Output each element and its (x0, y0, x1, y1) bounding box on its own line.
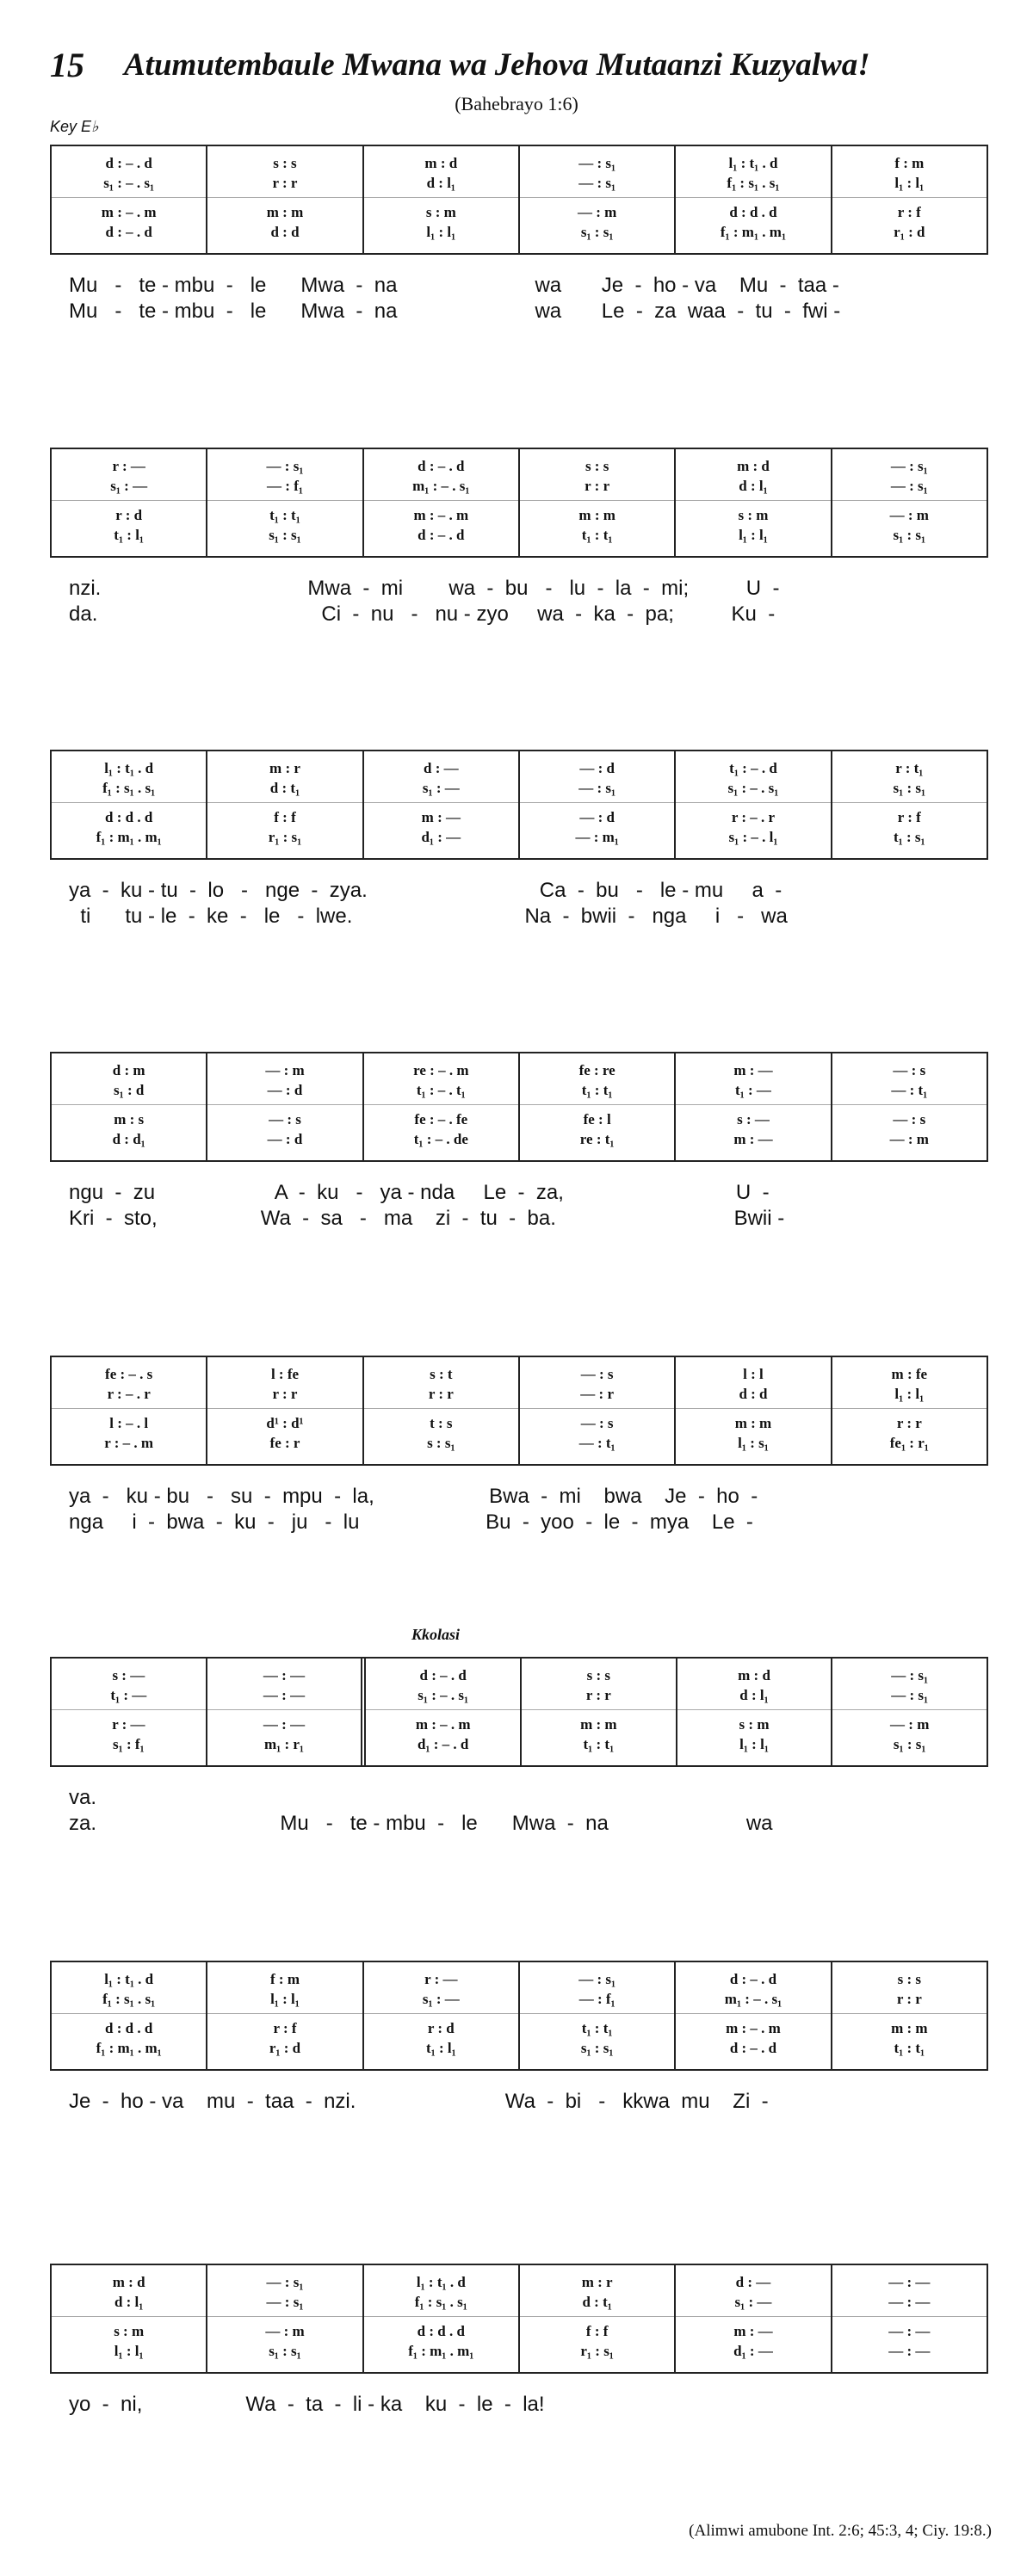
voice-notes: — : s₁ (578, 1971, 616, 1987)
voice-notes: — : d (579, 809, 615, 825)
voice-notes: d : d (270, 224, 300, 240)
key-signature: Key E♭ (50, 118, 99, 135)
voice-notes: f₁ : m₁ . m₁ (720, 224, 787, 240)
footer-references: (Alimwi amubone Int. 2:6; 45:3, 4; Ciy. 19:8.) (689, 2522, 992, 2540)
staff-system (50, 1626, 988, 1835)
lyric-line: Kri - sto, Wa - sa - ma zi - tu - ba. Bwii - (69, 1207, 785, 1230)
measure (206, 1357, 362, 1464)
voice-notes: — : s₁ (890, 478, 928, 494)
voice-notes: — : — (263, 1667, 306, 1683)
voice-notes: m : r (269, 760, 300, 776)
voice-notes: t₁ : l₁ (114, 527, 145, 543)
voice-notes: l : l (743, 1366, 764, 1382)
voice-notes: d : l₁ (114, 2294, 144, 2310)
voice-notes: — : s₁ (891, 1667, 929, 1683)
measure (52, 1962, 206, 2069)
lyric-line: Mu - te - mbu - le Mwa - na wa Le - za waa - tu - fwi - (69, 300, 841, 323)
voice-notes: r : — (112, 458, 145, 474)
voice-notes: t₁ : l₁ (425, 2040, 456, 2056)
voice-notes: — : m (265, 2323, 305, 2339)
voice-notes: f : m (894, 155, 925, 171)
voice-notes: l₁ : l₁ (426, 224, 456, 240)
voice-notes: m : m (580, 1716, 617, 1733)
voice-notes: d : — (735, 2274, 771, 2290)
voice-notes: — : — (888, 2323, 931, 2339)
measure (52, 1659, 206, 1765)
staff-system (50, 1052, 988, 1230)
measure (674, 1357, 830, 1464)
voice-notes: t₁ : – . de (413, 1131, 468, 1147)
voice-notes: d : l₁ (426, 175, 456, 191)
voice-notes: s₁ : f₁ (113, 1736, 145, 1752)
lyric-line: ti tu - le - ke - le - lwe. Na - bwii - nga i - wa (69, 905, 788, 928)
voice-notes: s₁ : d (114, 1082, 145, 1098)
voice-notes: fe : – . s (105, 1366, 153, 1382)
voice-notes: m : — (421, 809, 461, 825)
staff-system (50, 448, 988, 626)
voice-notes: d : d . d (105, 809, 153, 825)
voice-notes: fe : r (269, 1435, 300, 1451)
voice-notes: r : — (112, 1716, 145, 1733)
measure (676, 1659, 832, 1765)
voice-notes: — : s (580, 1415, 614, 1431)
voice-notes: — : f₁ (267, 478, 303, 494)
voice-notes: s : s (585, 458, 609, 474)
measure (831, 751, 987, 858)
measure (674, 146, 830, 253)
voice-notes: — : — (888, 2343, 931, 2359)
voice-notes: l₁ : l₁ (739, 1736, 769, 1752)
voice-notes: d₁ : — (733, 2343, 773, 2359)
measure (518, 449, 674, 556)
lyric-line: yo - ni, Wa - ta - li - ka ku - le - la! (69, 2393, 545, 2416)
voice-notes: fe : re (578, 1062, 615, 1078)
voice-notes: r : – . r (107, 1386, 151, 1402)
voice-notes: l₁ : l₁ (739, 527, 768, 543)
voice-notes: s₁ : — (734, 2294, 772, 2310)
voice-notes: re : – . m (413, 1062, 469, 1078)
voice-notes: d : — (424, 760, 459, 776)
voice-notes: r : f (897, 204, 921, 220)
measure (362, 1053, 518, 1160)
measure (206, 1962, 362, 2069)
measure (831, 1357, 987, 1464)
voice-notes: re : t₁ (579, 1131, 615, 1147)
voice-notes: t₁ : t₁ (583, 1736, 615, 1752)
song-subtitle: (Bahebrayo 1:6) (455, 93, 578, 114)
staff-system (50, 1356, 988, 1534)
voice-notes: t : s (430, 1415, 453, 1431)
voice-notes: d : – . d (105, 155, 152, 171)
voice-notes: t₁ : t₁ (269, 507, 300, 523)
voice-notes: m : m (734, 1415, 772, 1431)
voice-notes: l₁ : l₁ (114, 2343, 144, 2359)
voice-notes: s₁ : s₁ (580, 2040, 614, 2056)
voice-notes: r₁ : d (269, 2040, 301, 2056)
measure (206, 449, 362, 556)
voice-notes: t₁ : — (110, 1687, 147, 1703)
measure (362, 1357, 518, 1464)
measure (52, 449, 206, 556)
measure (674, 751, 830, 858)
measure (831, 449, 987, 556)
voice-notes: s₁ : s₁ (893, 780, 926, 796)
voice-notes: t₁ : s₁ (893, 829, 925, 845)
voice-notes: t₁ : t₁ (581, 2020, 613, 2036)
lyric-line: ya - ku - tu - lo - nge - zya. Ca - bu - le - mu a - (69, 879, 782, 902)
staff (50, 1052, 988, 1162)
voice-notes: fe₁ : r₁ (889, 1435, 929, 1451)
measure (518, 1357, 674, 1464)
voice-notes: f : f (274, 809, 296, 825)
voice-notes: — : — (888, 2274, 931, 2290)
lyric-line: Mu - te - mbu - le Mwa - na wa Je - ho - va Mu - taa - (69, 274, 839, 297)
voice-notes: s₁ : — (110, 478, 148, 494)
voice-notes: r : r (585, 1687, 611, 1703)
voice-notes: s₁ : s₁ (893, 1736, 926, 1752)
voice-notes: — : d (267, 1082, 303, 1098)
voice-notes: m : d (112, 2274, 145, 2290)
measure (362, 2265, 518, 2372)
voice-notes: m : m (891, 2020, 928, 2036)
voice-notes: l₁ : s₁ (738, 1435, 769, 1451)
voice-notes: — : t₁ (891, 1082, 928, 1098)
voice-notes: s : s (897, 1971, 921, 1987)
voice-notes: l : fe (270, 1366, 300, 1382)
measure (674, 1962, 830, 2069)
measure (518, 2265, 674, 2372)
voice-notes: l₁ : t₁ . d (416, 2274, 466, 2290)
measure (674, 1053, 830, 1160)
voice-notes: d : d . d (105, 2020, 153, 2036)
voice-notes: m : d (424, 155, 458, 171)
voice-notes: — : s₁ (578, 780, 616, 796)
lyric-line: nga i - bwa - ku - ju - lu Bu - yoo - le - mya Le - (69, 1510, 753, 1534)
voice-notes: f₁ : s₁ . s₁ (414, 2294, 467, 2310)
voice-notes: f₁ : s₁ . s₁ (102, 1991, 156, 2007)
voice-notes: — : r (580, 1386, 614, 1402)
voice-notes: s₁ : s₁ (269, 2343, 301, 2359)
voice-notes: — : s₁ (266, 458, 304, 474)
voice-notes: m : – . m (415, 1716, 471, 1733)
voice-notes: s₁ : s₁ (269, 527, 301, 543)
voice-notes: t₁ : t₁ (894, 2040, 925, 2056)
voice-notes: s₁ : s₁ (580, 224, 614, 240)
measure (362, 146, 518, 253)
song-title: Atumutembaule Mwana wa Jehova Mutaanzi Kuzyalwa! (124, 47, 870, 83)
voice-notes: s₁ : – . s₁ (727, 780, 779, 796)
voice-notes: d : d . d (417, 2323, 465, 2339)
measure (206, 1053, 362, 1160)
voice-notes: s : — (112, 1667, 145, 1683)
voice-notes: m : – . m (413, 507, 469, 523)
voice-notes: d : – . d (419, 1667, 467, 1683)
voice-notes: f₁ : s₁ . s₁ (727, 175, 780, 191)
voice-notes: — : m (889, 507, 929, 523)
voice-notes: — : s (893, 1111, 926, 1127)
voice-notes: — : — (263, 1687, 306, 1703)
voice-notes: d : l₁ (739, 1687, 769, 1703)
measure (674, 449, 830, 556)
measure (52, 1053, 206, 1160)
voice-notes: r : r (585, 478, 610, 494)
voice-notes: m : — (733, 1131, 773, 1147)
voice-notes: s₁ : — (422, 780, 460, 796)
voice-notes: f : f (585, 2323, 609, 2339)
voice-notes: m : m (578, 507, 615, 523)
staff (50, 448, 988, 558)
measure (518, 1962, 674, 2069)
voice-notes: s : s (273, 155, 297, 171)
measure (52, 1357, 206, 1464)
lyric-line: Je - ho - va mu - taa - nzi. Wa - bi - kkwa mu Zi - (69, 2090, 769, 2113)
voice-notes: d : – . d (729, 1971, 777, 1987)
song-number: 15 (50, 46, 84, 84)
measure (362, 449, 518, 556)
voice-notes: — : s₁ (891, 1687, 929, 1703)
voice-notes: l₁ : l₁ (270, 1991, 300, 2007)
voice-notes: l₁ : l₁ (894, 175, 925, 191)
measure (518, 751, 674, 858)
voice-notes: m₁ : r₁ (263, 1736, 305, 1752)
voice-notes: s₁ : – . l₁ (728, 829, 778, 845)
voice-notes: s : m (739, 1716, 770, 1733)
measure (52, 751, 206, 858)
lyric-line: ngu - zu A - ku - ya - nda Le - za, U - (69, 1181, 770, 1204)
voice-notes: d : – . d (418, 527, 465, 543)
staff (50, 2264, 988, 2374)
voice-notes: s₁ : — (422, 1991, 460, 2007)
voice-notes: f : m (270, 1971, 300, 1987)
voice-notes: m : d (738, 1667, 770, 1683)
voice-notes: d¹ : d¹ (266, 1415, 304, 1431)
voice-notes: — : s₁ (578, 155, 616, 171)
measure (52, 146, 206, 253)
voice-notes: s : m (738, 507, 769, 523)
song-header (50, 45, 997, 96)
staff (50, 1657, 988, 1767)
voice-notes: r : r (896, 1415, 922, 1431)
voice-notes: — : s₁ (578, 175, 616, 191)
staff (50, 750, 988, 860)
voice-notes: r : t₁ (895, 760, 924, 776)
voice-notes: d : d . d (729, 204, 777, 220)
voice-notes: f₁ : m₁ . m₁ (408, 2343, 474, 2359)
voice-notes: s : — (737, 1111, 770, 1127)
voice-notes: l₁ : t₁ . d (728, 155, 778, 171)
voice-notes: d : d (739, 1386, 768, 1402)
measure (362, 751, 518, 858)
measure (831, 1962, 987, 2069)
voice-notes: m : fe (891, 1366, 928, 1382)
voice-notes: t₁ : — (735, 1082, 771, 1098)
measure (206, 1659, 362, 1765)
voice-notes: r : d (115, 507, 143, 523)
measure (206, 751, 362, 858)
voice-notes: r : r (272, 1386, 298, 1402)
voice-notes: — : t₁ (578, 1435, 615, 1451)
voice-notes: r : f (897, 809, 921, 825)
voice-notes: — : m₁ (575, 829, 619, 845)
measure (831, 1053, 987, 1160)
voice-notes: t₁ : – . d (729, 760, 777, 776)
measure (520, 1659, 676, 1765)
lyric-line: za. Mu - te - mbu - le Mwa - na wa (69, 1812, 773, 1835)
voice-notes: fe : – . fe (414, 1111, 468, 1127)
voice-notes: s₁ : s₁ (893, 527, 926, 543)
measure (518, 1053, 674, 1160)
voice-notes: — : s (580, 1366, 614, 1382)
voice-notes: — : s (893, 1062, 926, 1078)
voice-notes: m : r (581, 2274, 613, 2290)
staff-system (50, 2264, 988, 2416)
staff (50, 1961, 988, 2071)
voice-notes: l₁ : t₁ . d (104, 1971, 154, 1987)
voice-notes: r : — (424, 1971, 458, 1987)
voice-notes: l₁ : l₁ (894, 1386, 925, 1402)
voice-notes: — : m (577, 204, 617, 220)
voice-notes: t₁ : t₁ (581, 527, 613, 543)
voice-notes: m : m (266, 204, 304, 220)
voice-notes: — : s₁ (266, 2294, 304, 2310)
measure (361, 1659, 520, 1765)
voice-notes: s : s₁ (427, 1435, 455, 1451)
measure (831, 1659, 987, 1765)
voice-notes: d : – . d (105, 224, 152, 240)
voice-notes: — : m (890, 1716, 930, 1733)
voice-notes: s : m (425, 204, 456, 220)
voice-notes: d : l₁ (739, 478, 768, 494)
voice-notes: m : – . m (726, 2020, 781, 2036)
voice-notes: r₁ : s₁ (268, 829, 302, 845)
measure (518, 146, 674, 253)
measure (362, 1962, 518, 2069)
voice-notes: d : – . d (418, 458, 465, 474)
voice-notes: s₁ : – . s₁ (103, 175, 155, 191)
voice-notes: m : — (733, 1062, 773, 1078)
staff-system (50, 1961, 988, 2113)
lyric-line: va. (69, 1786, 97, 1809)
voice-notes: f₁ : m₁ . m₁ (96, 2040, 162, 2056)
voice-notes: d₁ : – . d (417, 1736, 469, 1752)
voice-notes: d : d₁ (112, 1131, 145, 1147)
measure (206, 146, 362, 253)
voice-notes: — : f₁ (578, 1991, 615, 2007)
voice-notes: s : m (114, 2323, 145, 2339)
voice-notes: — : — (263, 1716, 306, 1733)
staff (50, 1356, 988, 1466)
chorus-label: Kkolasi (411, 1626, 461, 1643)
voice-notes: m : d (737, 458, 770, 474)
voice-notes: r : r (428, 1386, 454, 1402)
lyric-line: nzi. Mwa - mi wa - bu - lu - la - mi; U - (69, 577, 780, 600)
voice-notes: d : t₁ (269, 780, 300, 796)
staff-system (50, 145, 988, 323)
voice-notes: d : m (112, 1062, 145, 1078)
voice-notes: r : – . m (104, 1435, 154, 1451)
voice-notes: d : – . d (729, 2040, 777, 2056)
voice-notes: fe : l (583, 1111, 611, 1127)
voice-notes: — : d (579, 760, 615, 776)
voice-notes: l₁ : t₁ . d (104, 760, 154, 776)
voice-notes: — : s (269, 1111, 301, 1127)
voice-notes: r₁ : s₁ (580, 2343, 614, 2359)
lyric-line: da. Ci - nu - nu - zyo wa - ka - pa; Ku - (69, 602, 776, 626)
voice-notes: — : s₁ (266, 2274, 304, 2290)
voice-notes: — : s₁ (890, 458, 928, 474)
voice-notes: — : d (267, 1131, 303, 1147)
staff (50, 145, 988, 255)
staff-system (50, 750, 988, 928)
voice-notes: r : r (272, 175, 298, 191)
voice-notes: — : m (889, 1131, 929, 1147)
voice-notes: m₁ : – . s₁ (412, 478, 470, 494)
voice-notes: f₁ : s₁ . s₁ (102, 780, 156, 796)
voice-notes: t₁ : – . t₁ (416, 1082, 466, 1098)
voice-notes: — : — (888, 2294, 931, 2310)
measure (831, 146, 987, 253)
voice-notes: l : – . l (109, 1415, 149, 1431)
voice-notes: s₁ : – . s₁ (418, 1687, 469, 1703)
measure (674, 2265, 830, 2372)
voice-notes: m : – . m (101, 204, 157, 220)
voice-notes: s : s (586, 1667, 611, 1683)
voice-notes: d : t₁ (582, 2294, 612, 2310)
measure (831, 2265, 987, 2372)
measure (52, 2265, 206, 2372)
voice-notes: — : m (265, 1062, 305, 1078)
voice-notes: r : d (427, 2020, 455, 2036)
voice-notes: r : – . r (731, 809, 776, 825)
voice-notes: r₁ : d (894, 224, 925, 240)
voice-notes: r : r (896, 1991, 922, 2007)
voice-notes: d₁ : — (421, 829, 461, 845)
voice-notes: m : s (114, 1111, 145, 1127)
voice-notes: t₁ : t₁ (581, 1082, 613, 1098)
voice-notes: r : f (273, 2020, 297, 2036)
lyric-line: ya - ku - bu - su - mpu - la, Bwa - mi bwa Je - ho - (69, 1485, 758, 1508)
voice-notes: s : t (430, 1366, 453, 1382)
voice-notes: m₁ : – . s₁ (724, 1991, 782, 2007)
voice-notes: f₁ : m₁ . m₁ (96, 829, 162, 845)
measure (206, 2265, 362, 2372)
voice-notes: m : — (733, 2323, 773, 2339)
